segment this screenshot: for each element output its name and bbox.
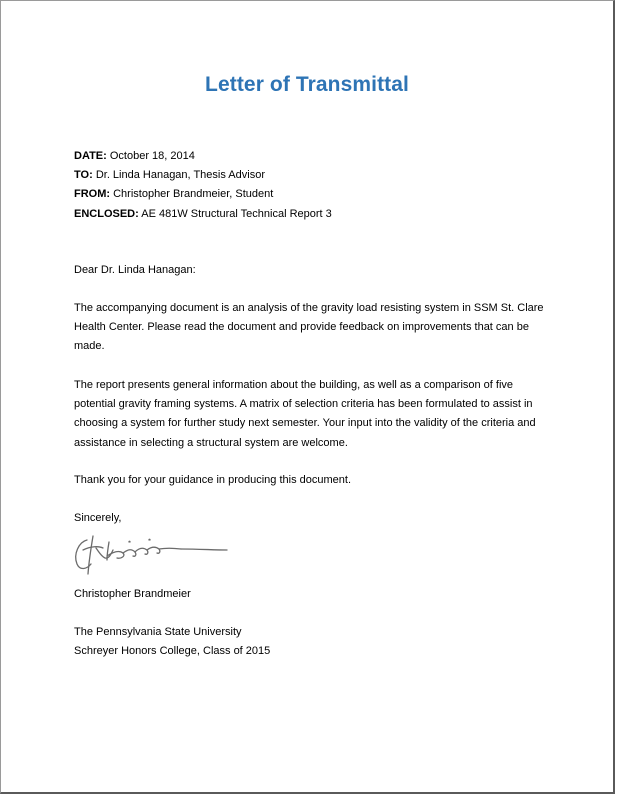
body-paragraph-3: Thank you for your guidance in producing this document. xyxy=(74,474,351,486)
affiliation xyxy=(74,623,554,661)
date-value: October 18, 2014 xyxy=(109,150,195,162)
affiliation-line-2: Schreyer Honors College, Class of 2015 xyxy=(74,645,271,658)
body-paragraph-1: The accompanying document is an analysis of the gravity load resisting system in SSM St. Clare Health Center. Please read the document and provide feedback on improvements that can be made. xyxy=(74,302,544,353)
salutation: Dear Dr. Linda Hanagan: xyxy=(74,264,196,276)
enclosed-value: AE 481W Structural Technical Report 3 xyxy=(141,207,332,220)
signature-name: Christopher Brandmeier xyxy=(74,588,191,600)
from-value: Christopher Brandmeier, Student xyxy=(113,188,274,201)
closing: Sincerely, xyxy=(74,512,122,524)
document-title: Letter of Transmittal xyxy=(205,73,409,96)
to-value: Dr. Linda Hanagan, Thesis Advisor xyxy=(95,169,265,182)
from-label: FROM: xyxy=(74,188,111,201)
from-line xyxy=(74,185,554,204)
memo-header xyxy=(74,147,554,224)
to-label: TO: xyxy=(74,169,93,182)
date-label: DATE: xyxy=(74,150,107,162)
to-line xyxy=(74,166,554,185)
affiliation-line-1: The Pennsylvania State University xyxy=(74,626,242,638)
enclosed-line xyxy=(74,205,554,224)
date-line xyxy=(74,147,554,166)
body-paragraph-2: The report presents general information about the building, as well as a comparison of five potential gravity framing systems. A matrix of selection criteria has been formulated to assist in choosing a system for further study next semester. Your input into the validity of the criteria and assistance in selecting a structural system are welcome. xyxy=(74,379,536,449)
enclosed-label: ENCLOSED: xyxy=(74,207,139,220)
handwritten-signature xyxy=(69,528,239,580)
